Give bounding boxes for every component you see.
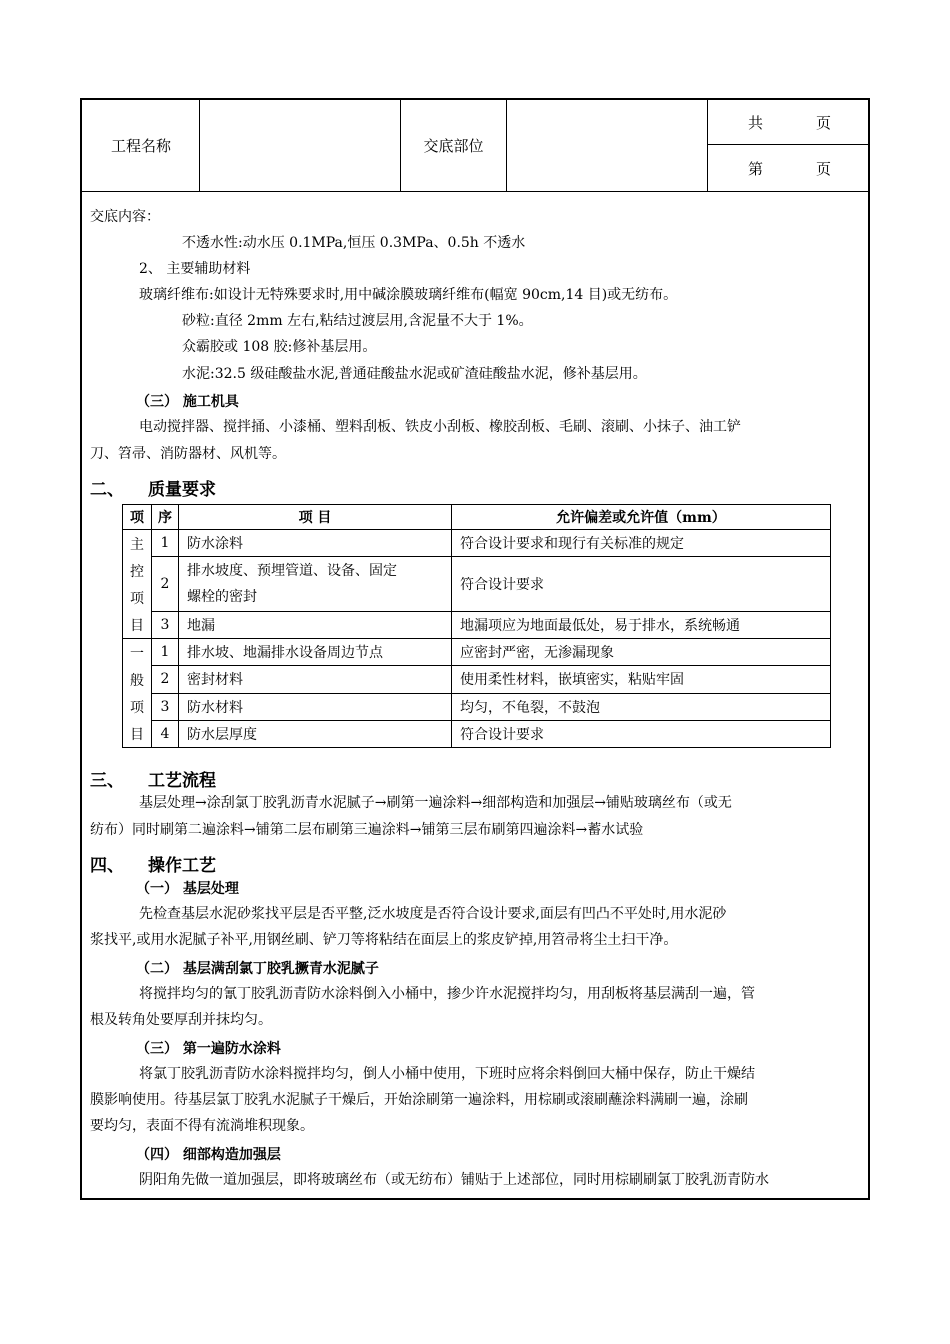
project-name-label: 工程名称	[110, 137, 171, 155]
form-header	[82, 100, 868, 192]
total-pages: 共 页	[708, 100, 868, 145]
part-value[interactable]	[507, 100, 707, 191]
subheading: （三） 第一遍防水涂料	[136, 1041, 281, 1057]
text-line: 膜影响使用。待基层氯丁胶乳水泥腻子干燥后，开始涂刷第一遍涂料，用棕刷或滚刷蘸涂料满刷一遍，涂刷	[90, 1092, 748, 1108]
text-line: 将氯丁胶乳沥青防水涂料搅拌均匀，倒人小桶中使用，下班时应将余料倒回大桶中保存，防止干燥结	[139, 1066, 755, 1082]
text-line: 砂粒:直径 2mm 左右,粘结过渡层用,含泥量不大于 1%。	[182, 313, 533, 329]
table-row: 4 防水层厚度 符合设计要求	[123, 720, 831, 747]
main-category: 主 控 项 目	[123, 530, 152, 639]
text-line: 玻璃纤维布:如设计无特殊要求时,用中碱涂膜玻璃纤维布(幅宽 90cm,14 目)或无纺布。	[139, 287, 678, 303]
general-category: 一 般 项 目	[123, 639, 152, 748]
table-row: 一 般 项 目 1 排水坡、地漏排水设备周边节点 应密封严密，无渗漏现象	[123, 639, 831, 666]
content-label: 交底内容：	[90, 209, 160, 225]
text-line: 要均匀，表面不得有流淌堆积现象。	[90, 1118, 314, 1134]
part-label: 交底部位	[423, 137, 484, 155]
text-line: 纺布）同时刷第二遍涂料→铺第二层布刷第三遍涂料→铺第三层布刷第四遍涂料→蓄水试验	[90, 822, 644, 838]
text-line: 不透水性:动水压 0.1MPa,恒压 0.3MPa、0.5h 不透水	[182, 235, 526, 251]
table-header-row	[123, 505, 831, 530]
text-line: 水泥:32.5 级硅酸盐水泥,普通硅酸盐水泥或矿渣硅酸盐水泥，修补基层用。	[182, 366, 647, 382]
text-line: 电动搅拌器、搅拌捅、小漆桶、塑料刮板、铁皮小刮板、橡胶刮板、毛刷、滚刷、小抹子、油工铲	[139, 419, 741, 435]
text-line: 浆找平,或用水泥腻子补平,用钢丝刷、铲刀等将粘结在面层上的浆皮铲掉,用笤帚将尘土扫干净。	[90, 932, 678, 948]
col-header: 序	[152, 505, 179, 530]
subheading: （三） 施工机具	[136, 394, 239, 410]
table-row: 2 密封材料 使用柔性材料，嵌填密实，粘贴牢固	[123, 666, 831, 693]
col-header: 项	[123, 505, 152, 530]
subheading: （二） 基层满刮氯丁胶乳撅青水泥腻子	[136, 961, 379, 977]
text-line: 刀、笤帚、消防器材、风机等。	[90, 446, 286, 462]
page-number: 第 页	[748, 160, 832, 178]
text-line: 根及转角处要厚刮并抹均匀。	[90, 1012, 272, 1028]
text-line: 阴阳角先做一道加强层，即将玻璃丝布（或无纺布）铺贴于上述部位，同时用棕刷刷氯丁胶乳沥青防水	[139, 1172, 769, 1188]
section-title: 质量要求	[148, 480, 216, 500]
table-row: 3 防水材料 均匀，不龟裂，不鼓泡	[123, 693, 831, 720]
subheading: （一） 基层处理	[136, 881, 239, 897]
project-name-value[interactable]	[200, 100, 400, 191]
disclosure-form	[80, 98, 870, 1200]
table-row: 2 排水坡度、预埋管道、设备、固定 螺栓的密封 符合设计要求	[123, 557, 831, 612]
section-number: 四、	[90, 856, 124, 876]
text-line: 将搅拌均匀的氰丁胶乳沥青防水涂料倒入小桶中，掺少许水泥搅拌均匀，用刮板将基层满刮一遍，管	[139, 986, 755, 1002]
section-number: 三、	[90, 771, 124, 791]
subheading: （四） 细部构造加强层	[136, 1147, 281, 1163]
text-line: 2、 主要辅助材料	[139, 261, 251, 277]
col-header: 允许偏差或允许值（mm）	[452, 505, 831, 530]
text-line: 众霸胶或 108 胶:修补基层用。	[182, 339, 377, 355]
quality-table	[122, 504, 831, 748]
table-row: 3 地漏 地漏项应为地面最低处，易于排水，系统畅通	[123, 612, 831, 639]
col-header: 项 目	[179, 505, 452, 530]
section-title: 操作工艺	[148, 856, 216, 876]
section-number: 二、	[90, 480, 124, 500]
section-title: 工艺流程	[148, 771, 216, 791]
text-line: 基层处理→涂刮氯丁胶乳沥青水泥腻子→刷第一遍涂料→细部构造和加强层→铺贴玻璃丝布（或无	[139, 795, 732, 811]
text-line: 先检查基层水泥砂浆找平层是否平整,泛水坡度是否符合设计要求,面层有凹凸不平处时,用水泥砂	[139, 906, 727, 922]
table-row: 主 控 项 目 1 防水涂料 符合设计要求和现行有关标准的规定	[123, 530, 831, 557]
